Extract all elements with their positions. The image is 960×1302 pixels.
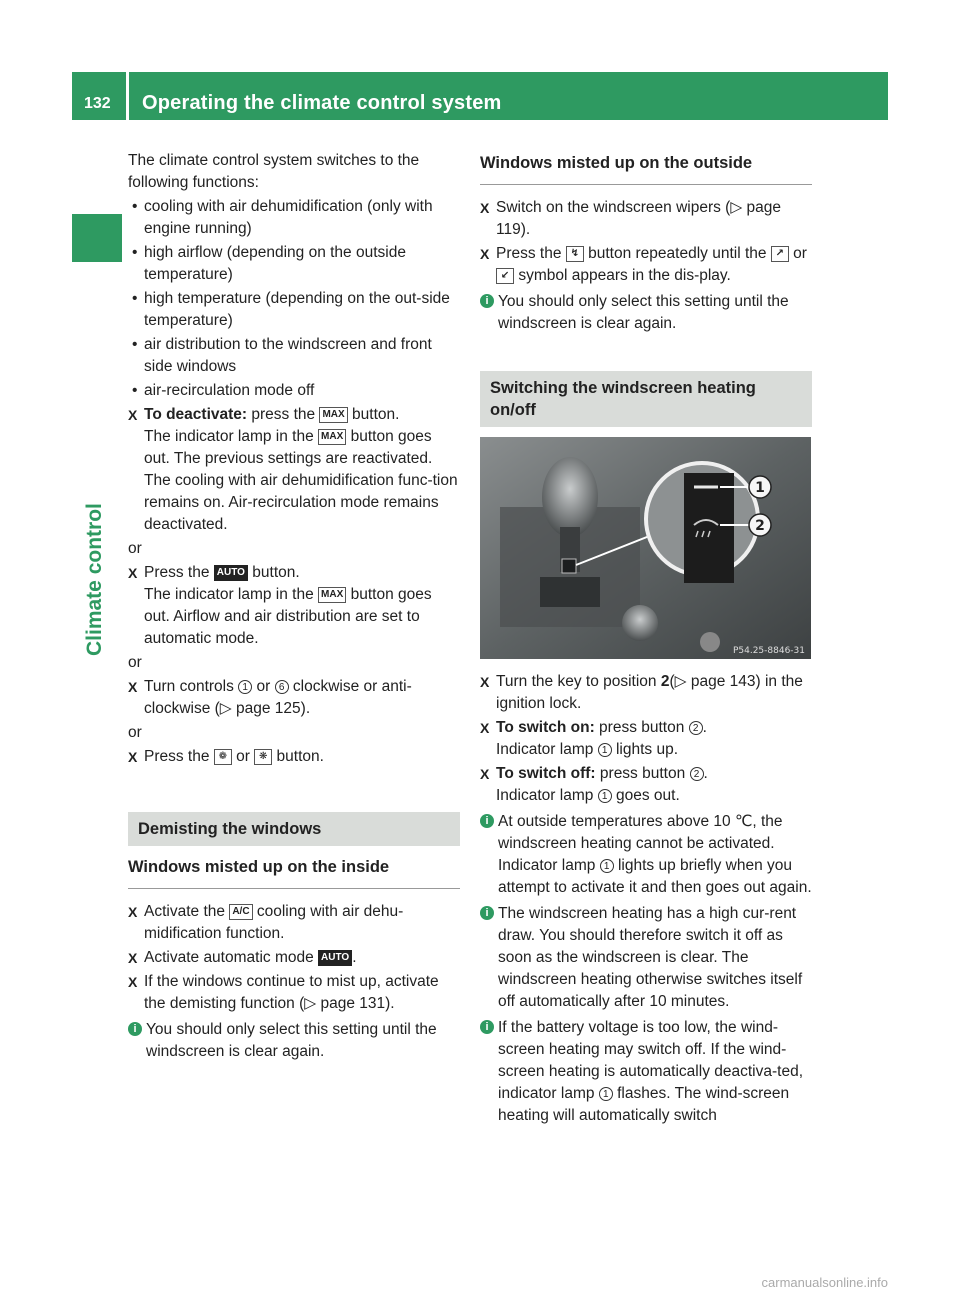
callout-2-icon: 2 <box>689 721 703 735</box>
info-note <box>480 291 812 335</box>
ac-icon: A/C <box>229 904 252 920</box>
step-marker-icon: X <box>128 950 138 966</box>
step-text: Switch on the windscreen wipers (▷ page 119). <box>496 199 782 238</box>
switch-on-step: X To switch on: press button 2 . Indicator lamp 1 lights up. <box>480 719 707 758</box>
step-text: button. <box>252 564 300 581</box>
turn-key-step <box>480 671 812 715</box>
divider <box>480 184 812 185</box>
step-text: Press the <box>144 564 210 581</box>
info-text: You should only select this setting until the windscreen is clear again. <box>146 1021 437 1060</box>
or-text: or <box>128 540 142 557</box>
info-icon: i <box>480 1020 494 1034</box>
step-text: symbol appears in the dis-play. <box>518 267 731 284</box>
page-header <box>72 72 888 120</box>
section-heading: Switching the windscreen heating on/off <box>480 371 812 427</box>
info-text: If the battery voltage is too low, the wind-screen heating may switch off. If the wind-screen heating is automatically deactiva-ted, indicator lamp <box>498 1019 803 1102</box>
outside-step-1 <box>480 197 812 241</box>
max-defrost-icon: MAX <box>318 429 346 445</box>
step-text: button. <box>352 406 400 423</box>
step-detail: The indicator lamp in the <box>144 586 314 603</box>
info-icon: i <box>480 906 494 920</box>
step-marker-icon: X <box>128 749 138 765</box>
inside-step-1 <box>128 901 460 945</box>
step-detail: goes out. <box>615 787 680 804</box>
step-text: clockwise or anti-clockwise (▷ page 125). <box>144 678 412 717</box>
page-title: Operating the climate control system <box>142 92 502 114</box>
header-divider <box>126 72 129 120</box>
chapter-label: Climate control <box>83 503 106 656</box>
callout-6-icon: 6 <box>275 680 289 694</box>
switch-off-step: X To switch off: press button 2 . Indicator lamp 1 goes out. <box>480 765 708 804</box>
key-position: 2 <box>660 673 670 690</box>
step-marker-icon: X <box>480 200 490 216</box>
step-text: press the <box>251 406 316 423</box>
callout-1-icon: 1 <box>598 789 612 803</box>
list-item: • air-recirculation mode off <box>128 380 460 402</box>
step-text: cooling with air dehu-midification function. <box>144 903 404 942</box>
info-icon: i <box>128 1022 142 1036</box>
info-note <box>480 903 812 1013</box>
fan-step <box>128 746 460 768</box>
max-defrost-icon: MAX <box>318 587 346 603</box>
step-text: Press the <box>144 748 210 765</box>
step-text: press button <box>599 719 685 736</box>
step-marker-icon: X <box>128 565 138 581</box>
step-text: If the windows continue to mist up, activate the demisting function (▷ page 131). <box>144 973 439 1012</box>
page-number: 132 <box>84 95 111 112</box>
step-detail: button goes out. The previous settings are reactivated. The cooling with air dehumidification func-tion remains on. Air-recirculation mode remains deactivated. <box>144 428 458 533</box>
intro-text: The climate control system switches to the following functions: <box>128 152 420 191</box>
switch-on-label: To switch on: <box>496 719 595 736</box>
step-detail: Indicator lamp <box>496 787 594 804</box>
callout-1-icon: 1 <box>600 859 614 873</box>
turn-controls-step <box>128 676 460 720</box>
list-item: • air distribution to the windscreen and front side windows <box>128 334 460 378</box>
info-note <box>480 1017 812 1127</box>
left-column <box>128 150 460 1063</box>
air-distribution-icon: ↯ <box>566 246 584 262</box>
step-marker-icon: X <box>128 974 138 990</box>
photo-code: P54.25-8846-31 <box>732 646 805 656</box>
step-text: Press the <box>496 245 562 262</box>
deactivate-step <box>128 404 460 536</box>
or-text: or <box>128 654 142 671</box>
outside-step-2 <box>480 243 812 287</box>
section-heading: Demisting the windows <box>128 812 460 846</box>
step-text: Activate the <box>144 903 225 920</box>
info-text: You should only select this setting until the windscreen is clear again. <box>498 293 789 332</box>
watermark-text: carmanualsonline.info <box>761 1275 888 1290</box>
step-text: press button <box>599 765 686 782</box>
step-text: or <box>236 748 250 765</box>
callout-2-icon: 2 <box>690 767 704 781</box>
step-text: (▷ page 143) in the ignition lock. <box>496 673 803 712</box>
step-marker-icon: X <box>480 766 490 782</box>
info-note <box>128 1019 460 1063</box>
max-defrost-icon: MAX <box>319 407 347 423</box>
console-illustration <box>480 437 811 659</box>
step-text: button repeatedly until the <box>588 245 767 262</box>
fan-increase-icon: ❁ <box>214 749 232 765</box>
inside-step-3 <box>128 971 460 1015</box>
subsection-heading: Windows misted up on the inside <box>128 858 390 876</box>
step-text: Turn the key to position <box>496 673 657 690</box>
step-text: or <box>793 245 807 262</box>
windscreen-footwell-airflow-icon: ↙ <box>496 268 514 284</box>
step-marker-icon: X <box>128 679 138 695</box>
subsection-heading: Windows misted up on the outside <box>480 154 753 172</box>
callout-1-icon: 1 <box>599 1087 613 1101</box>
step-marker-icon: X <box>480 674 490 690</box>
info-text: lights up briefly when you attempt to activate it and then goes out again. <box>498 857 812 896</box>
callout-1-icon: 1 <box>238 680 252 694</box>
chapter-tab <box>72 214 122 262</box>
switch-off-label: To switch off: <box>496 765 596 782</box>
info-icon: i <box>480 294 494 308</box>
step-marker-icon: X <box>480 246 490 262</box>
step-marker-icon: X <box>480 720 490 736</box>
step-marker-icon: X <box>128 904 138 920</box>
info-text: At outside temperatures above 10 ℃, the windscreen heating cannot be activated. Indicator lamp <box>498 813 783 874</box>
step-text: Turn controls <box>144 678 234 695</box>
step-detail: button goes out. Airflow and air distribution are set to automatic mode. <box>144 586 432 647</box>
step-text: Activate automatic mode <box>144 949 314 966</box>
auto-icon: AUTO <box>318 950 352 966</box>
photo-callout-2: 2 <box>755 518 765 534</box>
list-item: • cooling with air dehumidification (only with engine running) <box>128 196 460 240</box>
list-item: • high airflow (depending on the outside temperature) <box>128 242 460 286</box>
step-text: or <box>256 678 271 695</box>
inside-step-2: X Activate automatic mode AUTO . <box>128 947 460 969</box>
auto-step <box>128 562 460 650</box>
step-detail: The indicator lamp in the <box>144 428 314 445</box>
step-detail: Indicator lamp <box>496 741 594 758</box>
info-icon: i <box>480 814 494 828</box>
divider <box>128 888 460 889</box>
callout-1-icon: 1 <box>598 743 612 757</box>
photo-callout-1: 1 <box>755 480 765 496</box>
step-text: button. <box>276 748 324 765</box>
windscreen-airflow-icon: ↗ <box>771 246 789 262</box>
list-item: • high temperature (depending on the out-side temperature) <box>128 288 460 332</box>
right-column <box>480 150 812 1127</box>
info-text: flashes. The wind-screen heating will automatically switch <box>498 1085 790 1124</box>
or-text: or <box>128 724 142 741</box>
deactivate-label: To deactivate: <box>144 406 248 423</box>
step-marker-icon: X <box>128 407 138 423</box>
auto-icon: AUTO <box>214 565 248 581</box>
step-detail: lights up. <box>615 741 679 758</box>
info-note <box>480 811 812 899</box>
console-photo <box>480 437 811 659</box>
info-text: The windscreen heating has a high cur-rent draw. You should therefore switch it off as soon as the windscreen is clear. The windscreen heating otherwise switches itself off automatically after 10 minutes. <box>498 905 803 1010</box>
fan-decrease-icon: ❋ <box>254 749 272 765</box>
